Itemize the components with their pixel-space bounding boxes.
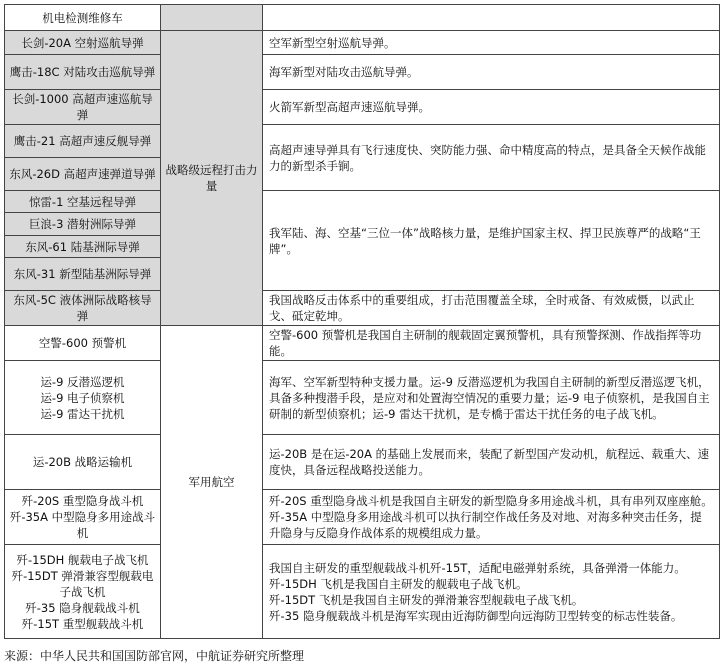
equipment-table (4, 4, 720, 639)
header-cell (263, 5, 720, 31)
equipment-name: 东风-61 陆基洲际导弹 (5, 236, 161, 258)
equipment-desc: 空警-600 预警机是我国自主研制的舰载固定翼预警机，具有预警探测、作战指挥等功能。 (263, 326, 720, 361)
equipment-desc: 海军、空军新型特种支援力量。运-9 反潜巡逻机为我国自主研制的新型反潜巡逻飞机，具备多种搜潜手段，是应对和处置海空情况的重要力量；运-9 电子侦察机，是我国自主研制的新型侦察机；运-9 雷达干扰机，是专橋于雷达干扰任务的电子战飞机。 (263, 361, 720, 435)
equipment-desc: 运-20B 是在运-20A 的基础上发展而来，装配了新型国产发动机，航程远、载重大、速度快，具备远程战略投送能力。 (263, 435, 720, 490)
header-cell: 机电检测维修车 (5, 5, 161, 31)
equipment-name: 空警-600 预警机 (5, 326, 161, 361)
source-note: 来源：中华人民共和国国防部官网，中航证券研究所整理 (4, 649, 305, 663)
equipment-name: 长剑-20A 空射巡航导弹 (5, 31, 161, 55)
table-row (5, 326, 720, 361)
equipment-desc: 我国战略反击体系中的重要组成，打击范围覆盖全球，全时戒备、有效威慑，以武止戈、砥定乾坤。 (263, 291, 720, 326)
table-row (5, 5, 720, 31)
table-row (5, 125, 720, 158)
equipment-name: 东风-5C 液体洲际战略核导弹 (5, 291, 161, 326)
equipment-name: 东风-31 新型陆基洲际导弹 (5, 258, 161, 291)
equipment-name: 歼-15DH 舰载电子战飞机 歼-15DT 弹滑兼容型舰载电子战飞机 歼-35 隐身舰载战斗机 歼-15T 重型舰载战斗机 (5, 545, 161, 639)
header-cell (161, 5, 263, 31)
equipment-name: 巨浪-3 潜射洲际导弹 (5, 213, 161, 236)
equipment-desc: 我军陆、海、空基“三位一体”战略核力量，是维护国家主权、捍卫民族尊严的战略“王牌”。 (263, 191, 720, 291)
table-row (5, 31, 720, 55)
equipment-name: 惊雷-1 空基远程导弹 (5, 191, 161, 213)
category-aviation: 军用航空 (161, 326, 263, 639)
equipment-desc: 海军新型对陆攻击巡航导弹。 (263, 55, 720, 90)
table-row (5, 291, 720, 326)
table-row (5, 361, 720, 435)
category-strategic: 战略级远程打击力量 (161, 31, 263, 326)
table-row (5, 545, 720, 639)
equipment-name: 运-20B 战略运输机 (5, 435, 161, 490)
table-row (5, 435, 720, 490)
equipment-name: 长剑-1000 高超声速巡航导弹 (5, 90, 161, 125)
equipment-name: 东风-26D 高超声速弹道导弹 (5, 158, 161, 191)
equipment-name: 鹰击-18C 对陆攻击巡航导弹 (5, 55, 161, 90)
equipment-name: 歼-20S 重型隐身战斗机 歼-35A 中型隐身多用途战斗机 (5, 490, 161, 545)
table-row (5, 90, 720, 125)
equipment-desc: 歼-20S 重型隐身战斗机是我国自主研发的新型隐身多用途战斗机，具有串列双座座舱。歼-35A 中型隐身多用途战斗机可以执行制空作战任务及对地、对海多种突击任务，提升隐身与反隐身作战体系的规模组成力量。 (263, 490, 720, 545)
equipment-name: 运-9 反潜巡逻机 运-9 电子侦察机 运-9 雷达干扰机 (5, 361, 161, 435)
equipment-desc: 我国自主研发的重型舰载战斗机歼-15T，适配电磁弹射系统，具备弹滑一体能力。 歼-15DH 飞机是我国自主研发的舰载电子战飞机。 歼-15DT 飞机是我国自主研发的弹滑兼容型舰载电子战飞机。 歼-35 隐身舰载战斗机是海军实现由近海防御型向远海防卫型转变的标志性装备。 (263, 545, 720, 639)
equipment-desc: 火箭军新型高超声速巡航导弹。 (263, 90, 720, 125)
table-row (5, 490, 720, 545)
equipment-desc: 空军新型空射巡航导弹。 (263, 31, 720, 55)
equipment-desc: 高超声速导弹具有飞行速度快、突防能力强、命中精度高的特点，是具备全天候作战能力的新型杀手锏。 (263, 125, 720, 191)
table-row (5, 55, 720, 90)
equipment-name: 鹰击-21 高超声速反舰导弹 (5, 125, 161, 158)
table-row (5, 191, 720, 213)
